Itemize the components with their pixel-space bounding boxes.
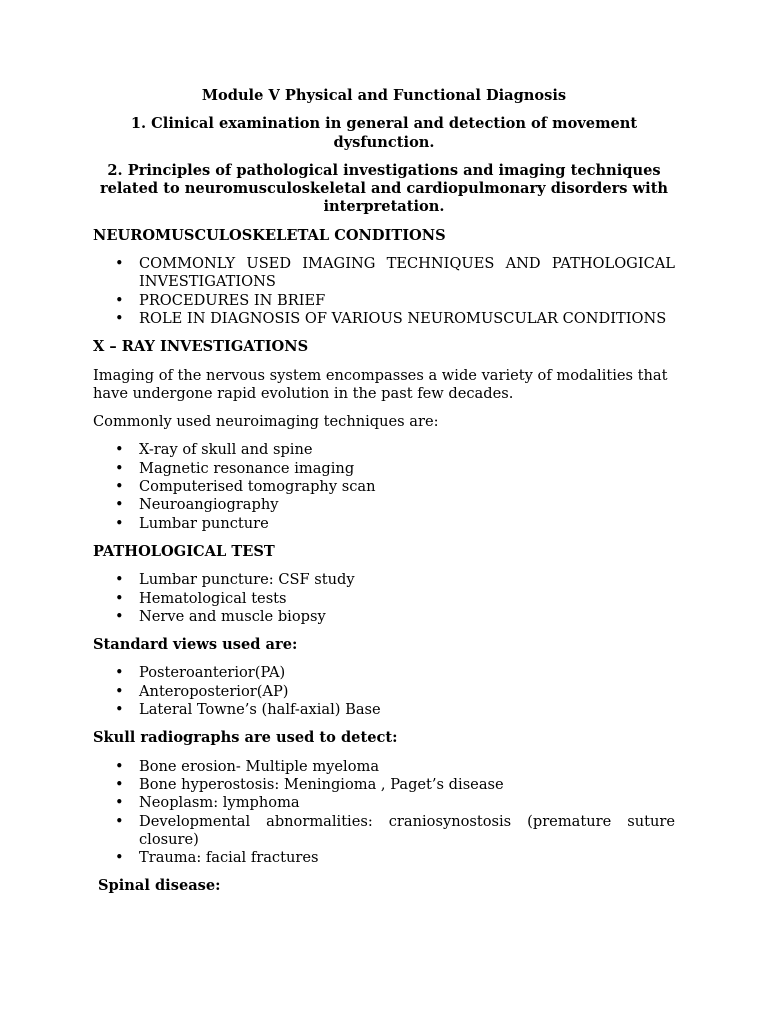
bullet-glyph: • (115, 589, 124, 607)
bullet-glyph: • (115, 571, 124, 589)
list-item-text: Lateral Towne’s (half-axial) Base (139, 701, 381, 719)
list-item (93, 478, 675, 496)
document-page (93, 87, 675, 906)
list-item (93, 310, 675, 328)
list-item (93, 515, 675, 533)
list-standard-views (93, 664, 675, 719)
list-item-text: Magnetic resonance imaging (139, 459, 355, 477)
list-item-text: Lumbar puncture (139, 514, 269, 532)
list-skull-radiograph-findings (93, 758, 675, 868)
bullet-glyph: • (115, 701, 124, 719)
bullet-glyph: • (115, 607, 124, 625)
list-neuroimaging-techniques (93, 441, 675, 532)
document-title: Module V Physical and Functional Diagnosis (201, 87, 567, 104)
heading-spinal-disease: Spinal disease: (98, 877, 221, 895)
bullet-glyph: • (115, 775, 124, 793)
list-item-text: Anteroposterior(AP) (139, 682, 289, 700)
heading-xray-investigations: X – RAY INVESTIGATIONS (93, 338, 309, 356)
list-item-text: Neuroangiography (139, 496, 279, 514)
bullet-glyph: • (115, 441, 124, 459)
heading-pathological-test: PATHOLOGICAL TEST (93, 542, 275, 560)
bullet-glyph: • (115, 459, 124, 477)
bullet-glyph: • (115, 255, 124, 273)
list-item-text: X-ray of skull and spine (139, 441, 313, 459)
list-item-text: Computerised tomography scan (139, 478, 376, 496)
list-item (93, 292, 675, 310)
heading-standard-views: Standard views used are: (93, 636, 298, 654)
list-item (93, 496, 675, 514)
list-pathological-tests (93, 571, 675, 626)
list-item (93, 664, 675, 682)
list-item (93, 255, 675, 292)
list-item-text: Hematological tests (139, 589, 287, 607)
list-item (93, 813, 675, 850)
list-item (93, 460, 675, 478)
list-item (93, 683, 675, 701)
list-item-text: Bone hyperostosis: Meningioma , Paget’s disease (139, 775, 504, 793)
list-item-text: Nerve and muscle biopsy (139, 607, 326, 625)
list-item-text: Lumbar puncture: CSF study (139, 571, 355, 589)
list-item (93, 776, 675, 794)
paragraph-neuroimaging-intro: Commonly used neuroimaging techniques are: (93, 413, 439, 431)
list-item (93, 571, 675, 589)
list-item (93, 441, 675, 459)
list-item (93, 701, 675, 719)
bullet-glyph: • (115, 682, 124, 700)
bullet-glyph: • (115, 664, 124, 682)
list-item-text: Bone erosion- Multiple myeloma (139, 757, 380, 775)
bullet-glyph: • (115, 794, 124, 812)
list-item-text: COMMONLY USED IMAGING TECHNIQUES AND PATHOLOGICAL INVESTIGATIONS (139, 255, 675, 291)
bullet-glyph: • (115, 849, 124, 867)
list-item-text: PROCEDURES IN BRIEF (139, 291, 326, 309)
list-item (93, 794, 675, 812)
list-item (93, 758, 675, 776)
paragraph-imaging-nervous-system: Imaging of the nervous system encompasses a wide variety of modalities that have undergone rapid evolution in the past few decades. (93, 366, 668, 402)
bullet-glyph: • (115, 496, 124, 514)
bullet-glyph: • (115, 812, 124, 830)
list-neuromusculoskeletal (93, 255, 675, 328)
list-item-text: Trauma: facial fractures (139, 849, 319, 867)
bullet-glyph: • (115, 309, 124, 327)
bullet-glyph: • (115, 757, 124, 775)
list-item (93, 590, 675, 608)
subtitle-pathological-investigations: 2. Principles of pathological investigations and imaging techniques related to neuromusculoskeletal and cardiopulmonary disorders with interpretation. (99, 161, 669, 216)
heading-neuromusculoskeletal: NEUROMUSCULOSKELETAL CONDITIONS (93, 226, 446, 244)
bullet-glyph: • (115, 478, 124, 496)
bullet-glyph: • (115, 291, 124, 309)
list-item-text: Neoplasm: lymphoma (139, 794, 300, 812)
list-item-text: Developmental abnormalities: craniosynostosis (premature suture closure) (139, 812, 675, 848)
list-item (93, 608, 675, 626)
bullet-glyph: • (115, 514, 124, 532)
list-item-text: ROLE IN DIAGNOSIS OF VARIOUS NEUROMUSCULAR CONDITIONS (139, 309, 667, 327)
subtitle-clinical-examination: 1. Clinical examination in general and detection of movement dysfunction. (130, 115, 638, 151)
heading-skull-radiographs: Skull radiographs are used to detect: (93, 729, 398, 747)
list-item (93, 849, 675, 867)
list-item-text: Posteroanterior(PA) (139, 664, 286, 682)
